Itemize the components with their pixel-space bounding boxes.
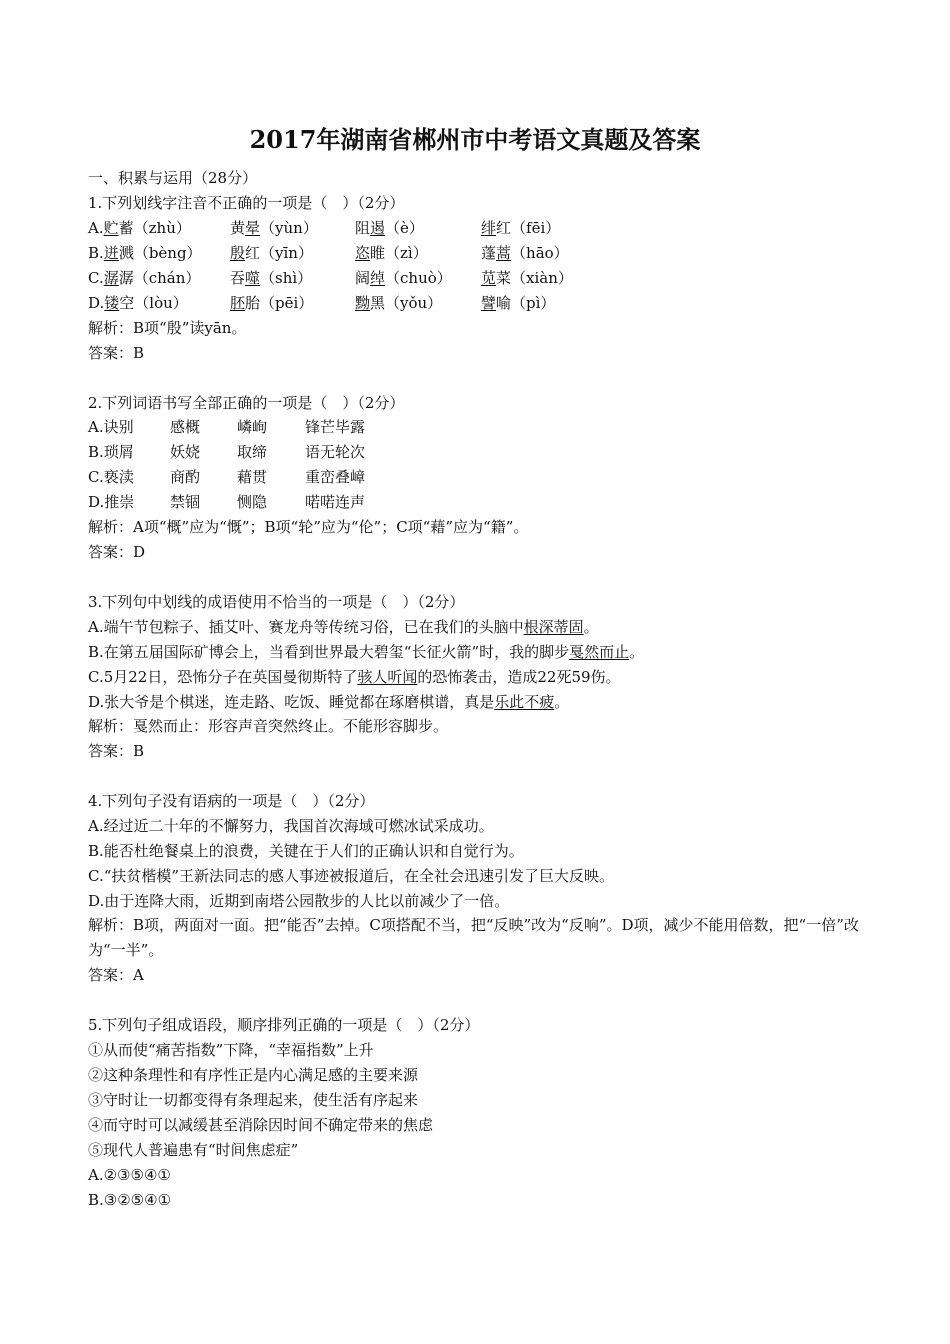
q1-option-word: 蓬蒿（hāo） <box>481 244 569 262</box>
q5-item: ②这种条理性和有序性正是内心满足感的主要来源 <box>88 1066 419 1084</box>
underlined-char: 贮 <box>103 219 119 237</box>
q1-option-word: 黝黑（yǒu） <box>355 294 443 312</box>
q1-option-word: 殷红（yīn） <box>230 244 313 262</box>
q1-option-word: 阻遏（è） <box>355 219 424 237</box>
underlined-char: 潺 <box>103 269 119 287</box>
underlined-char: 恣 <box>355 244 371 262</box>
q2-option-word: D.推崇 <box>88 493 135 511</box>
q5-item: ①从而使“痛苦指数”下降，“幸福指数”上升 <box>88 1041 374 1059</box>
q5-stem: 5.下列句子组成语段，顺序排列正确的一项是（ ）（2分） <box>88 1016 480 1034</box>
q2-option-word: 商酌 <box>170 468 201 486</box>
q2-option-word: 感概 <box>170 418 201 436</box>
q4-option-a: A.经过近二十年的不懈努力，我国首次海域可燃冰试采成功。 <box>88 817 494 835</box>
q2-option-word: 妖娆 <box>170 443 201 461</box>
q1-option-word: 胚胎（pēi） <box>230 294 314 312</box>
q1-stem: 1.下列划线字注音不正确的一项是（ ）（2分） <box>88 194 405 212</box>
underlined-char: 晕 <box>245 219 261 237</box>
q3-answer: 答案：B <box>88 742 145 760</box>
q4-answer: 答案：A <box>88 966 144 984</box>
q3-option: D.张大爷是个棋迷，连走路、吃饭、睡觉都在琢磨棋谱，真是乐此不疲。 <box>88 693 570 711</box>
q1-option-word: 黄晕（yùn） <box>230 219 318 237</box>
underlined-char: 噬 <box>245 269 261 287</box>
section-heading: 一、积累与运用（28分） <box>88 169 258 187</box>
q3-analysis: 解析：戛然而止：形容声音突然终止。不能形容脚步。 <box>88 717 449 735</box>
q2-option-word: 语无轮次 <box>305 443 366 461</box>
q2-option-word: A.诀别 <box>88 418 134 436</box>
q4-option-d: D.由于连降大雨，近期到南塔公园散步的人比以前减少了一倍。 <box>88 892 510 910</box>
q3-option: A.端午节包粽子、插艾叶、赛龙舟等传统习俗，已在我们的头脑中根深蒂固。 <box>88 618 599 636</box>
underlined-char: 苋 <box>481 269 497 287</box>
q3-option: C.5月22日，恐怖分子在英国曼彻斯特了骇人听闻的恐怖袭击，造成22死59伤。 <box>88 668 621 686</box>
q5-item: ④而守时可以减缓甚至消除因时间不确定带来的焦虑 <box>88 1116 434 1134</box>
q2-option-word: C.亵渎 <box>88 468 134 486</box>
q5-item: ⑤现代人普遍患有“时间焦虑症” <box>88 1141 299 1159</box>
q1-option-word: D.镂空（lòu） <box>88 294 188 312</box>
q2-analysis: 解析：A项“概”应为“慨”；B项“轮”应为“伦”；C项“藉”应为“籍”。 <box>88 518 529 536</box>
q2-option-word: 嶙峋 <box>237 418 268 436</box>
underlined-char: 遏 <box>370 219 386 237</box>
underlined-char: 黝 <box>355 294 371 312</box>
q1-option-word: A.贮蓄（zhù） <box>88 219 191 237</box>
q1-option-word: 绯红（fēi） <box>481 219 561 237</box>
underlined-idiom: 戛然而止 <box>569 643 630 661</box>
q1-option-word: 譬喻（pì） <box>481 294 556 312</box>
underlined-char: 迸 <box>103 244 119 262</box>
q1-option-word: 阔绰（chuò） <box>355 269 452 287</box>
q1-option-word: 恣睢（zì） <box>355 244 428 262</box>
underlined-char: 胚 <box>230 294 246 312</box>
q1-option-word: C.潺潺（chán） <box>88 269 201 287</box>
underlined-char: 镂 <box>104 294 120 312</box>
q4-option-b: B.能否杜绝餐桌上的浪费，关键在于人们的正确认识和自觉行为。 <box>88 842 524 860</box>
underlined-idiom: 骇人听闻 <box>357 668 418 686</box>
q2-option-word: 禁锢 <box>170 493 201 511</box>
q2-answer: 答案：D <box>88 543 146 561</box>
q1-analysis: 解析：B项“殷”读yān。 <box>88 319 247 337</box>
underlined-char: 绯 <box>481 219 497 237</box>
underlined-char: 蒿 <box>496 244 512 262</box>
q1-option-word: 吞噬（shì） <box>230 269 313 287</box>
q2-option-word: 恻隐 <box>237 493 268 511</box>
page-title: 2017年湖南省郴州市中考语文真题及答案 <box>249 125 701 154</box>
underlined-char: 殷 <box>230 244 246 262</box>
q5-option-b: B.③②⑤④① <box>88 1191 172 1209</box>
q2-option-word: 重峦叠嶂 <box>305 468 366 486</box>
q2-option-word: 锋芒毕露 <box>305 418 366 436</box>
q1-answer: 答案：B <box>88 344 145 362</box>
q2-option-word: 取缔 <box>237 443 268 461</box>
q4-stem: 4.下列句子没有语病的一项是（ ）（2分） <box>88 792 375 810</box>
q2-option-word: 喏喏连声 <box>305 493 366 511</box>
q4-option-c: C.“扶贫楷模”王新法同志的感人事迹被报道后，在全社会迅速引发了巨大反映。 <box>88 867 615 885</box>
q5-item: ③守时让一切都变得有条理起来，使生活有序起来 <box>88 1091 419 1109</box>
q2-option-word: 藉贯 <box>237 468 268 486</box>
underlined-idiom: 乐此不疲 <box>494 693 555 711</box>
q3-stem: 3.下列句中划线的成语使用不恰当的一项是（ ）（2分） <box>88 593 465 611</box>
q2-stem: 2.下列词语书写全部正确的一项是（ ）（2分） <box>88 394 405 412</box>
q3-option: B.在第五届国际矿博会上，当看到世界最大碧玺“长征火箭”时，我的脚步戛然而止。 <box>88 643 645 661</box>
q1-option-word: 苋菜（xiàn） <box>481 269 573 287</box>
q5-option-a: A.②③⑤④① <box>88 1166 171 1184</box>
underlined-char: 绰 <box>370 269 386 287</box>
q4-analysis: 解析：B项，两面对一面。把“能否”去掉。C项搭配不当，把“反映”改为“反响”。D项，减少不能用倍数，把“一倍”改为“一半”。 <box>88 916 859 959</box>
q1-option-word: B.迸溅（bèng） <box>88 244 202 262</box>
underlined-idiom: 根深蒂固 <box>523 618 584 636</box>
underlined-char: 譬 <box>481 294 497 312</box>
q2-option-word: B.琐屑 <box>88 443 134 461</box>
